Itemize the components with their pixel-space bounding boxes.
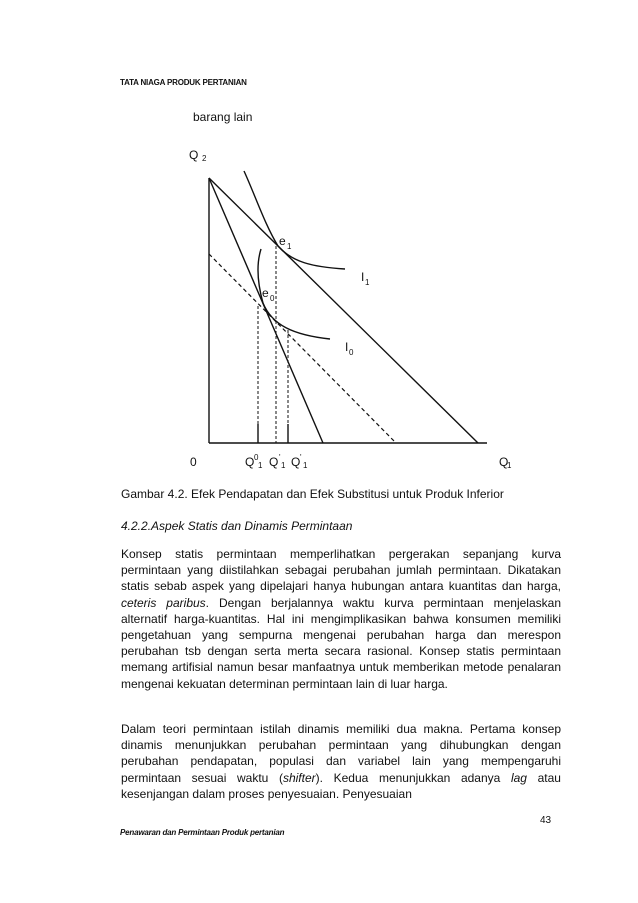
page-number: 43 <box>540 815 552 826</box>
axis-top-label: barang lain <box>193 110 253 124</box>
paragraph-static-demand <box>121 546 561 692</box>
curve-i0-label: I <box>345 340 349 354</box>
q0-sub: 1 <box>258 461 263 470</box>
y-axis-label: Q <box>189 148 199 162</box>
y-axis-label-sub: 2 <box>202 154 207 163</box>
paragraph2-text-a: Dalam teori permintaan istilah dinamis memiliki dua makna. Pertama konsep dinamis menunjukkan perubahan permintaan yang dihubungkan dengan perubahan pendapatan, populasi dan variabel lain yang mempengaruhi permintaan sesuai waktu ( <box>121 722 561 785</box>
budget-line-outer <box>209 178 478 443</box>
running-header: TATA NIAGA PRODUK PERTANIAN <box>120 78 247 87</box>
curve-i1-label: I <box>361 270 365 284</box>
q1-prime-label: Q <box>291 455 301 469</box>
x-axis-label-sub: 1 <box>507 461 512 470</box>
point-e1-sub: 1 <box>287 242 292 251</box>
curve-i1-sub: 1 <box>365 278 370 287</box>
q1-prime-sup: ' <box>300 453 302 462</box>
paragraph1-text-a: Konsep statis permintaan memperlihatkan pergerakan sepanjang kurva permintaan yang diistilahkan sebagai perubahan jumlah permintaan. Dikatakan statis sebab aspek yang dipelajari hanya hubungan antara kuantitas dan harga, <box>121 547 561 594</box>
paragraph2-italic-shifter: shifter <box>282 770 316 785</box>
budget-line-inner <box>209 178 323 443</box>
running-footer: Penawaran dan Permintaan Produk pertanian <box>120 828 285 837</box>
point-e1-label: e <box>279 234 286 248</box>
q0-sup: 0 <box>254 453 259 462</box>
curve-i0-sub: 0 <box>349 348 354 357</box>
paragraph2-italic-lag: lag <box>510 770 527 785</box>
q1-prime-sub: 1 <box>303 461 308 470</box>
q0-label: Q <box>245 455 255 469</box>
paragraph2-text-b: ). Kedua menunjukkan adanya <box>315 770 511 785</box>
paragraph1-text-b: . Dengan berjalannya waktu kurva permintaan menjelaskan alternatif harga-kuantitas. Hal ini mengimplikasikan bahwa konsumen memiliki pengetahuan yang sempurna mengenai perubahan harga dan merespon perubahan tsb dengan serta merta secara rasional. Konsep statis permintaan memang artifisial namun besar manfaatnya untuk memberikan metode penalaran mengenai kekuatan determinan permintaan lain di luar harga. <box>121 595 561 691</box>
figure-caption: Gambar 4.2. Efek Pendapatan dan Efek Substitusi untuk Produk Inferior <box>121 487 504 501</box>
origin-label: 0 <box>190 455 197 469</box>
section-heading: 4.2.2.Aspek Statis dan Dinamis Permintaan <box>121 519 353 533</box>
paragraph-dynamic-demand <box>121 721 561 802</box>
paragraph1-italic: ceteris paribus <box>121 595 206 610</box>
q1-label: Q <box>269 455 279 469</box>
point-e0-label: e <box>262 286 269 300</box>
q1-sub: 1 <box>281 461 286 470</box>
x-axis-label: Q <box>499 455 509 469</box>
paragraph2-text-c: atau kesenjangan dalam proses penyesuaian. Penyesuaian <box>121 770 561 801</box>
q1-sup: ' <box>279 453 281 462</box>
point-e0-sub: 0 <box>270 294 275 303</box>
